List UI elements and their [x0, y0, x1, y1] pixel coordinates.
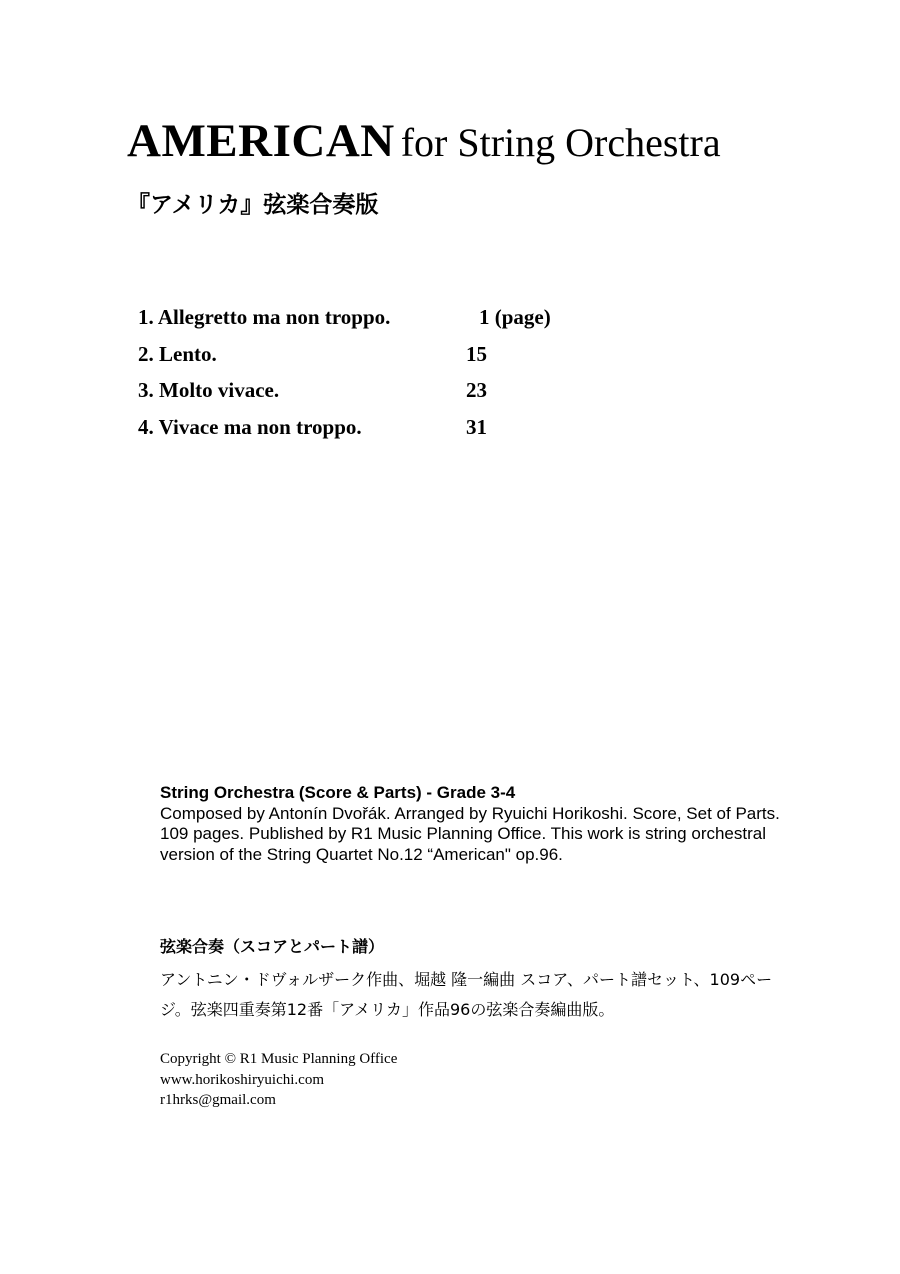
contact-block — [160, 1049, 397, 1111]
toc-item — [138, 340, 598, 377]
japanese-subtitle: 『アメリカ』弦楽合奏版 — [127, 191, 379, 218]
toc-item-title: 3. Molto vivace. — [138, 378, 280, 402]
document-title — [127, 115, 721, 167]
toc-item-title: 1. Allegretto ma non troppo. — [138, 305, 391, 329]
website-link[interactable]: www.horikoshiryuichi.com — [160, 1071, 325, 1088]
product-info-japanese-description: アントニン・ドヴォルザーク作曲、堀越 隆一編曲 スコア、パート譜セット、109ページ。弦楽四重奏第12番「アメリカ」作品96の弦楽合奏編曲版。 — [160, 970, 773, 1019]
product-info-japanese — [160, 935, 800, 1025]
toc-item — [138, 413, 598, 450]
title-main: AMERICAN — [127, 115, 395, 167]
email-link[interactable]: r1hrks@gmail.com — [160, 1092, 276, 1108]
product-info — [160, 783, 780, 865]
copyright-notice: Copyright © R1 Music Planning Office — [160, 1051, 398, 1067]
table-of-contents — [138, 303, 598, 449]
product-info-description: Composed by Antonín Dvořák. Arranged by Ryuichi Horikoshi. Score, Set of Parts. 109 pages. Published by R1 Music Planning Office. This work is string orchestral version of the String Quartet No.12 “American" op.96. — [160, 803, 780, 864]
product-info-japanese-heading: 弦楽合奏（スコアとパート譜） — [160, 937, 385, 956]
toc-item-title: 2. Lento. — [138, 341, 217, 366]
toc-item-page: 15 — [466, 341, 487, 366]
toc-item-page: 1 (page) — [479, 305, 551, 329]
title-sub: for String Orchestra — [400, 120, 721, 165]
toc-item-page: 23 — [466, 378, 487, 402]
toc-item-title: 4. Vivace ma non troppo. — [138, 414, 362, 439]
toc-item — [138, 303, 598, 340]
toc-item-page: 31 — [466, 414, 487, 439]
toc-item — [138, 376, 598, 413]
product-info-heading: String Orchestra (Score & Parts) - Grade 3-4 — [160, 783, 516, 802]
